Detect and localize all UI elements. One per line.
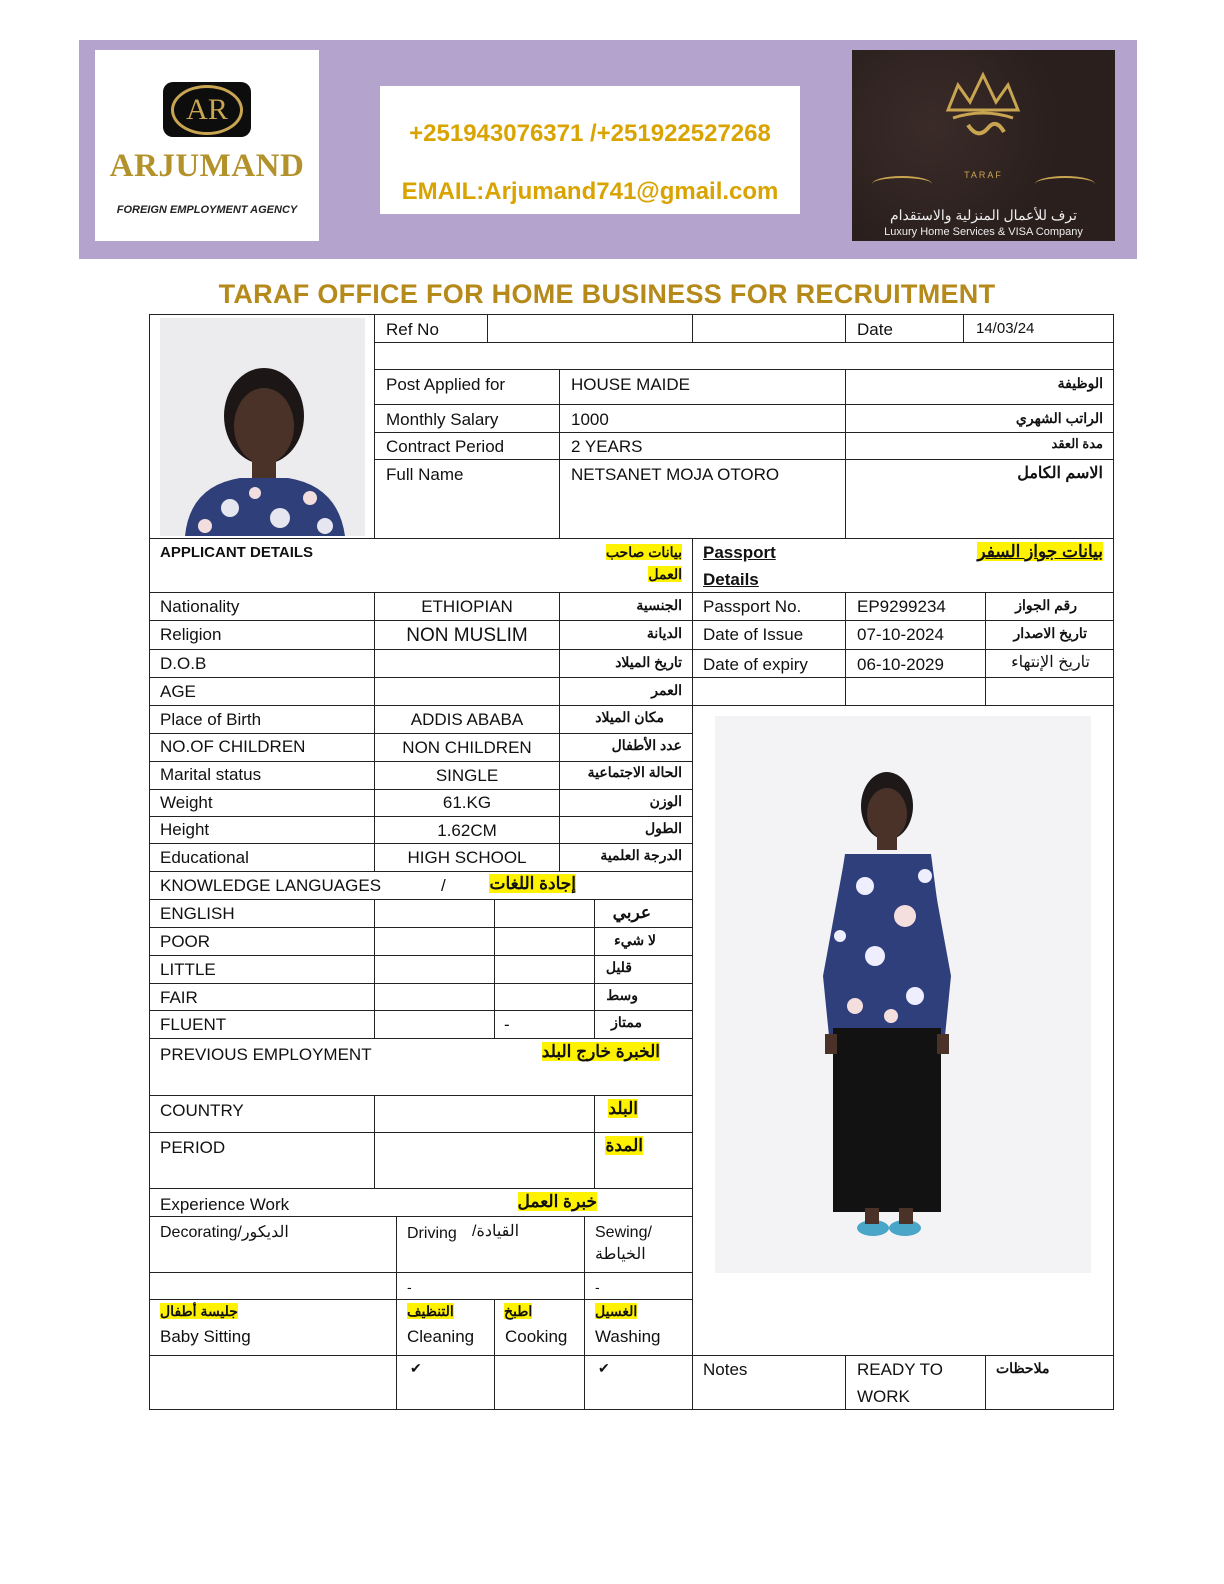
religion-value: NON MUSLIM	[406, 625, 528, 646]
cleaning-label: Cleaning	[407, 1327, 475, 1346]
place-of-birth-value: ADDIS ABABA	[410, 710, 524, 729]
weight-value: 61.KG	[442, 793, 492, 812]
post-ar-label: الوظيفة	[1057, 375, 1103, 391]
full-name-label: Full Name	[386, 465, 464, 484]
weight-label: Weight	[160, 793, 213, 812]
marital-status-value: SINGLE	[435, 766, 499, 785]
contract-value: 2 YEARS	[571, 437, 643, 456]
cooking-ar: اطبخ	[504, 1303, 533, 1319]
lang-fair-ar: وسط	[606, 987, 638, 1003]
marital-status-label: Marital status	[160, 765, 262, 784]
nationality-value: ETHIOPIAN	[421, 597, 513, 616]
lang-little-label: LITTLE	[160, 960, 216, 979]
nationality-label: Nationality	[160, 597, 240, 616]
period-ar: المدة	[605, 1136, 643, 1155]
cleaning-ar: التنظيف	[407, 1303, 454, 1319]
passport-heading-2: Details	[703, 570, 759, 589]
country-label: COUNTRY	[160, 1101, 244, 1120]
applicant-details-heading: APPLICANT DETAILS	[160, 544, 314, 561]
agency-tagline: FOREIGN EMPLOYMENT AGENCY	[116, 204, 298, 216]
post-value: HOUSE MAIDE	[571, 375, 691, 394]
salary-value: 1000	[571, 410, 609, 429]
period-label: PERIOD	[160, 1138, 226, 1157]
languages-heading-ar: إجادة اللغات	[489, 874, 576, 893]
applicant-portrait-photo	[160, 318, 365, 536]
passport-heading-1: Passport	[703, 543, 776, 562]
agency-logo	[95, 50, 319, 241]
sewing-dash: -	[595, 1279, 600, 1295]
religion-label: Religion	[160, 625, 222, 644]
notes-value-1: READY TO	[857, 1360, 943, 1379]
expiry-date-ar: تاريخ الإنتهاء	[1011, 654, 1090, 671]
full-name-ar-label: الاسم الكامل	[1017, 465, 1103, 482]
passport-heading-ar: بيانات جواز السفر	[977, 542, 1103, 561]
phone-numbers: +251943076371 /+251922527268	[409, 120, 771, 147]
contact-box	[380, 86, 800, 214]
cooking-label: Cooking	[505, 1327, 568, 1346]
religion-ar: الديانة	[646, 625, 682, 641]
applicant-full-body-photo	[715, 716, 1091, 1273]
place-of-birth-label: Place of Birth	[160, 710, 262, 729]
notes-label: Notes	[703, 1360, 748, 1379]
crown-icon	[938, 70, 1028, 140]
washing-check-icon: ✔	[598, 1360, 610, 1376]
sewing-ar: الخياطة	[595, 1246, 646, 1263]
date-value: 14/03/24	[976, 320, 1035, 337]
page-title: TARAF OFFICE FOR HOME BUSINESS FOR RECRUITMENT	[218, 279, 996, 309]
ref-no-label: Ref No	[386, 320, 439, 339]
education-value: HIGH SCHOOL	[407, 848, 527, 867]
languages-heading: KNOWLEDGE LANGUAGES	[160, 876, 382, 895]
expiry-date-label: Date of expiry	[703, 655, 808, 674]
applicant-heading-ar-2: العمل	[648, 566, 682, 582]
passport-no-label: Passport No.	[703, 597, 802, 616]
languages-slash: /	[441, 876, 446, 895]
baby-sitting-label: Baby Sitting	[160, 1327, 251, 1346]
education-label: Educational	[160, 848, 249, 867]
height-ar: الطول	[644, 820, 682, 836]
marital-status-ar: الحالة الاجتماعية	[587, 764, 682, 780]
height-label: Height	[160, 820, 210, 839]
notes-ar: ملاحظات	[996, 1360, 1050, 1376]
weight-ar: الوزن	[649, 793, 682, 809]
children-ar: عدد الأطفال	[611, 737, 682, 753]
full-name-value: NETSANET MOJA OTORO	[571, 465, 780, 484]
lang-fluent-mid: -	[504, 1015, 510, 1034]
age-label: AGE	[160, 682, 196, 701]
education-ar: الدرجة العلمية	[600, 847, 682, 863]
age-ar: العمر	[651, 682, 682, 698]
washing-ar: الغسيل	[595, 1303, 638, 1319]
baby-sitting-ar: جليسة أطفال	[160, 1303, 238, 1319]
cleaning-check-icon: ✔	[410, 1360, 422, 1376]
nationality-ar: الجنسية	[636, 597, 682, 613]
passport-no-ar: رقم الجواز	[1015, 597, 1077, 613]
ar-logo-icon: AR	[163, 82, 251, 137]
experience-heading: Experience Work	[160, 1195, 290, 1214]
date-label: Date	[857, 320, 893, 339]
driving-ar: القيادة/	[472, 1223, 520, 1240]
lang-english-label: ENGLISH	[160, 904, 235, 923]
sewing-label: Sewing/	[595, 1224, 652, 1241]
experience-heading-ar: خبرة العمل	[517, 1192, 597, 1211]
issue-date-label: Date of Issue	[703, 625, 804, 644]
lang-poor-label: POOR	[160, 932, 211, 951]
lang-fair-label: FAIR	[160, 988, 198, 1007]
dob-ar: تاريخ الميلاد	[615, 654, 682, 670]
washing-label: Washing	[595, 1327, 661, 1346]
place-of-birth-ar: مكان الميلاد	[595, 709, 664, 725]
taraf-logo: TARAF ترف للأعمال المنزلية والاستقدام Luxury Home Services & VISA Company	[852, 50, 1115, 241]
agency-name: ARJUMAND	[109, 148, 305, 184]
driving-dash: -	[407, 1279, 412, 1295]
lang-arabic-ar: عربي	[612, 903, 651, 922]
contract-ar-label: مدة العقد	[1051, 436, 1103, 451]
lang-fluent-ar: ممتاز	[611, 1014, 642, 1030]
lang-fluent-label: FLUENT	[160, 1015, 227, 1034]
driving-label: Driving	[407, 1225, 457, 1242]
notes-value-2: WORK	[857, 1387, 910, 1406]
country-ar: البلد	[608, 1099, 638, 1118]
decorating-label: Decorating/الديكور	[160, 1224, 289, 1241]
post-label: Post Applied for	[386, 375, 506, 394]
height-value: 1.62CM	[437, 821, 497, 840]
dob-label: D.O.B	[160, 654, 207, 673]
previous-employment-ar: الخبرة خارج البلد	[541, 1042, 660, 1061]
issue-date-ar: تاريخ الاصدار	[1013, 625, 1087, 641]
previous-employment-heading: PREVIOUS EMPLOYMENT	[160, 1045, 372, 1064]
issue-date-value: 07-10-2024	[857, 625, 944, 644]
applicant-heading-ar-1: بيانات صاحب	[605, 544, 682, 560]
contract-label: Contract Period	[386, 437, 505, 456]
children-label: NO.OF CHILDREN	[160, 737, 306, 756]
salary-ar-label: الراتب الشهري	[1015, 410, 1103, 426]
passport-no-value: EP9299234	[857, 597, 946, 616]
lang-poor-ar: لا شيء	[614, 932, 656, 948]
expiry-date-value: 06-10-2029	[857, 655, 944, 674]
salary-label: Monthly Salary	[386, 410, 499, 429]
children-value: NON CHILDREN	[402, 738, 532, 757]
lang-little-ar: قليل	[605, 959, 632, 975]
email-address: EMAIL:Arjumand741@gmail.com	[401, 178, 779, 205]
